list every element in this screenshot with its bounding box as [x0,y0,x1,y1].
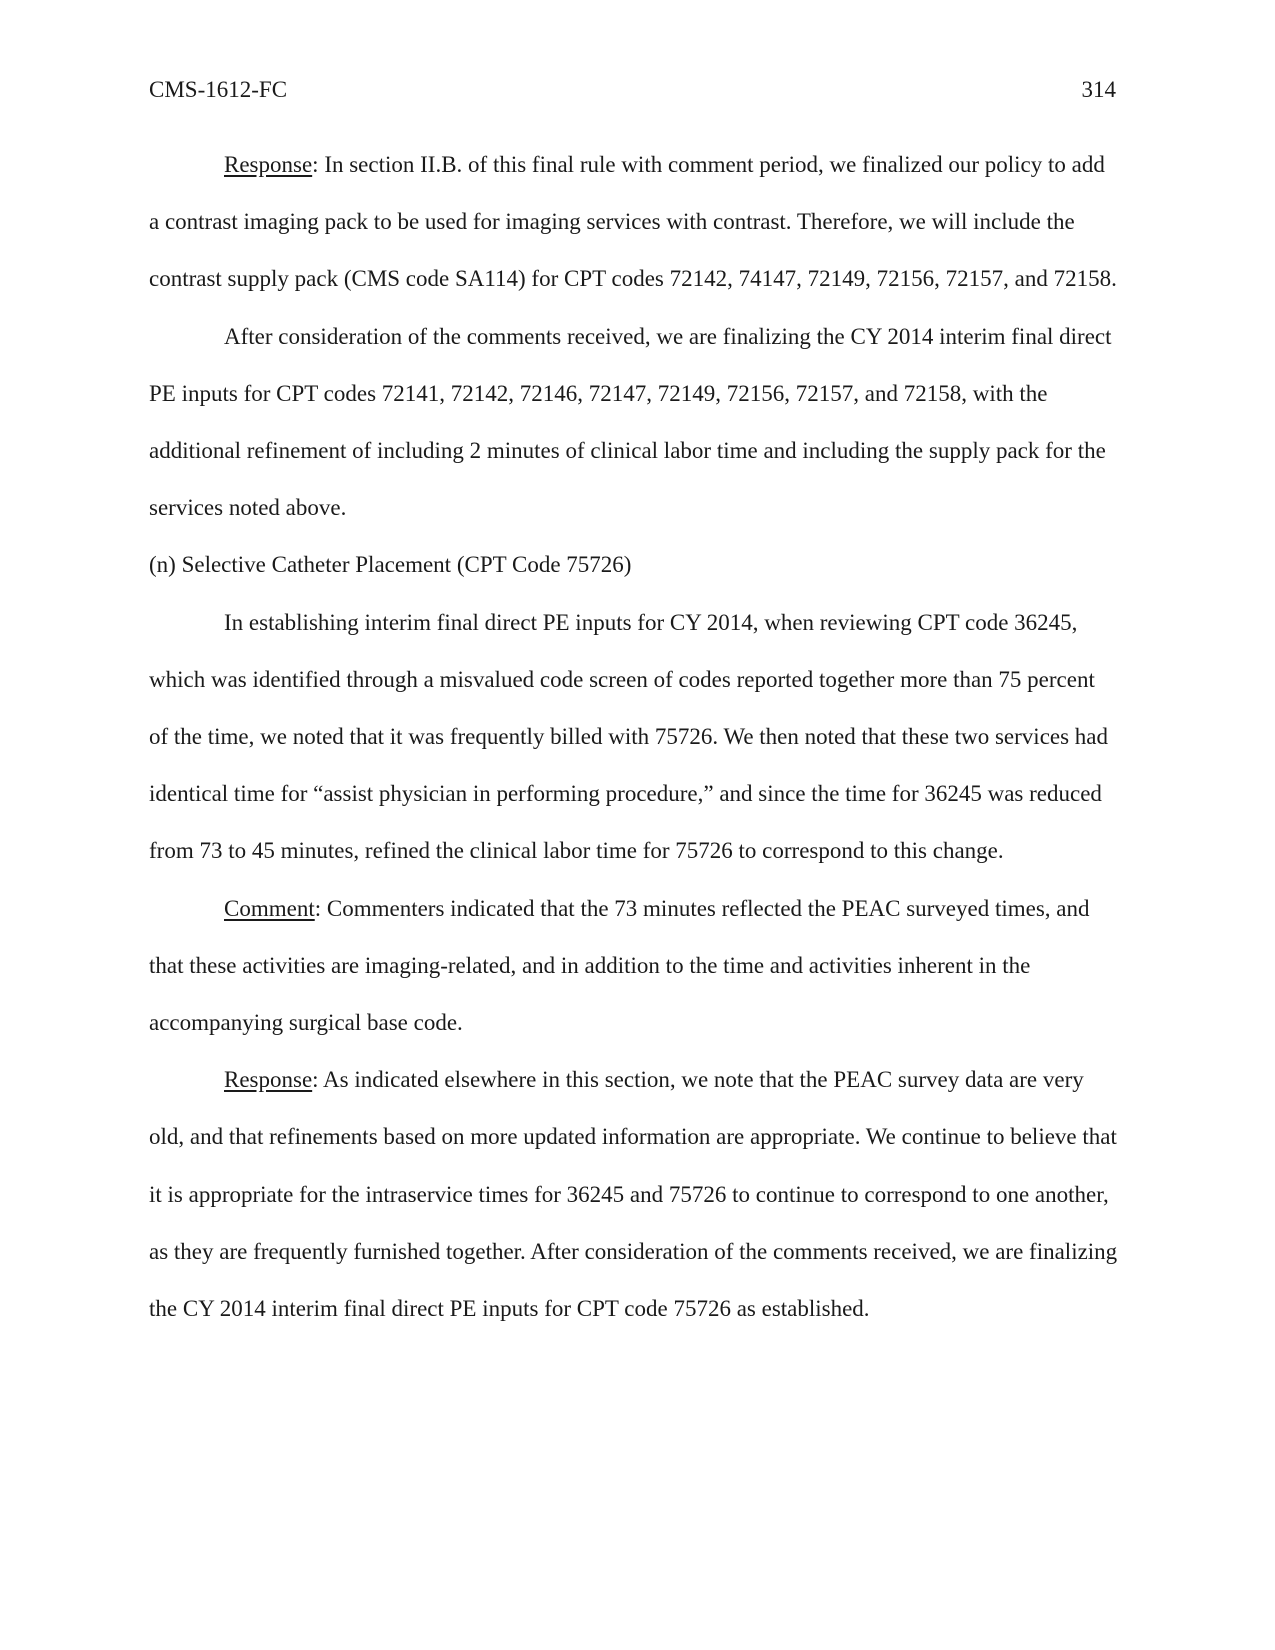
comment-paragraph [149,880,1119,1052]
paragraph-text: In establishing interim final direct PE inputs for CY 2014, when reviewing CPT code 36245, which was identified through a misvalued code screen of codes reported together more than 75 percent of the time, we noted that it was frequently billed with 75726. We then noted that these two services had identical time for “assist physician in performing procedure,” and since the time for 36245 was reduced from 73 to 45 minutes, refined the clinical labor time for 75726 to correspond to this change. [149,609,1109,864]
paragraph-text: Commenters indicated that the 73 minutes reflected the PEAC surveyed times, and that these activities are imaging-related, and in addition to the time and activities inherent in the accompanying surgical base code. [149,895,1090,1036]
catheter-paragraph [149,594,1119,880]
label-separator: : [314,895,322,921]
label-separator: : [312,1067,319,1093]
page-number: 314 [1081,77,1116,102]
label-separator: : [312,152,319,177]
document-body [149,136,1119,1337]
response-paragraph-1 [149,136,1119,308]
document-id: CMS-1612-FC [149,77,288,102]
paragraph-text: In section II.B. of this final rule with comment period, we finalized our policy to add a contrast imaging pack to be used for imaging services with contrast. Therefore, we will include the contrast supply pack (CMS code SA114) for CPT codes 72142, 74147, 72149, 72156, 72157, and 72158. [149,152,1117,292]
comment-label: Comment [224,895,315,921]
section-heading: (n) Selective Catheter Placement (CPT Code 75726) [149,552,632,578]
response-label: Response [224,152,313,177]
finalizing-paragraph [149,308,1119,537]
response-paragraph-2 [149,1051,1119,1337]
response-label: Response [224,1067,313,1093]
paragraph-text: After consideration of the comments received, we are finalizing the CY 2014 interim final direct PE inputs for CPT codes 72141, 72142, 72146, 72147, 72149, 72156, 72157, and 72158, with the additional refinement of including 2 minutes of clinical labor time and including the supply pack for the services noted above. [149,323,1112,521]
paragraph-text: As indicated elsewhere in this section, we note that the PEAC survey data are very old, and that refinements based on more updated information are appropriate. We continue to believe that it is appropriate for the intraservice times for 36245 and 75726 to continue to correspond to one another, as they are frequently furnished together. After consideration of the comments received, we are finalizing the CY 2014 interim final direct PE inputs for CPT code 75726 as established. [149,1067,1118,1322]
